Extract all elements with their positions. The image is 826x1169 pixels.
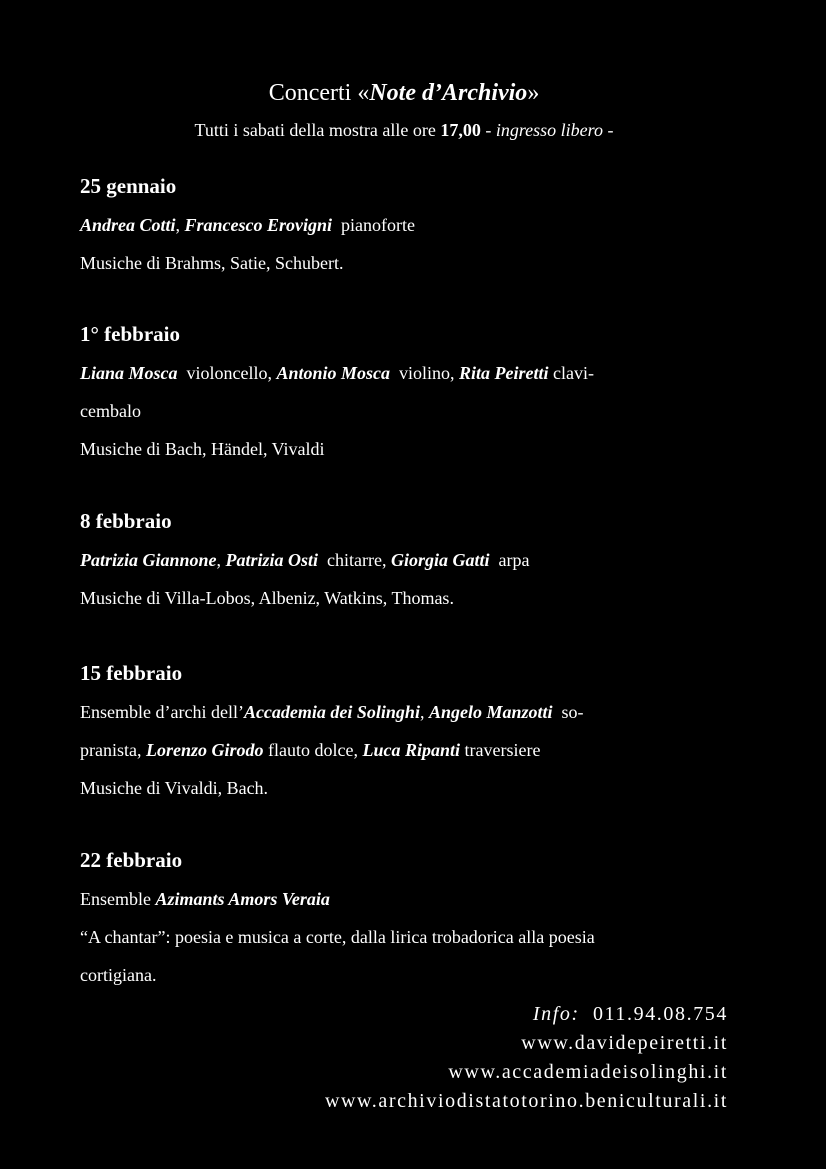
event-program: Musiche di Vivaldi, Bach.: [80, 778, 269, 798]
event-text: Ensemble d’archi dell’: [80, 702, 244, 722]
event-text: ,: [175, 215, 185, 235]
performer-name: Patrizia Osti: [225, 550, 319, 570]
event-performers: [80, 541, 728, 579]
instrument: clavi-: [548, 363, 595, 383]
event-date: 25 gennaio: [80, 174, 177, 198]
event-date: 8 febbraio: [80, 509, 172, 533]
performer-name: Andrea Cotti: [80, 215, 176, 235]
instrument: pianoforte: [332, 215, 416, 235]
website-link[interactable]: www.archiviodistatotorino.beniculturali.it: [324, 1090, 728, 1112]
subtitle-text: Tutti i sabati della mostra alle ore: [194, 120, 441, 140]
instrument: so-: [552, 702, 584, 722]
concert-event: [80, 659, 728, 807]
event-date: 22 febbraio: [80, 848, 183, 872]
instrument: arpa: [489, 550, 530, 570]
event-text: ,: [419, 702, 429, 722]
event-program: “A chantar”: poesia e musica a corte, dalla lirica trobadorica alla poesia: [80, 927, 595, 947]
subtitle-separator: -: [480, 120, 496, 140]
event-performers: [80, 354, 728, 392]
concert-event: [80, 172, 728, 282]
instrument: flauto dolce,: [263, 740, 363, 760]
series-name: Note d’Archivio: [369, 80, 528, 106]
performer-name: Patrizia Giannone: [80, 550, 217, 570]
instrument: chitarre,: [318, 550, 392, 570]
event-performers: [80, 693, 728, 731]
concert-event: [80, 846, 728, 994]
info-label: Info:: [532, 1003, 580, 1025]
event-text: Ensemble: [80, 889, 156, 909]
instrument: violino,: [390, 363, 460, 383]
title-suffix: »: [527, 80, 540, 106]
performer-name: Liana Mosca: [80, 363, 178, 383]
phone-number: 011.94.08.754: [592, 1003, 728, 1025]
event-program: Musiche di Bach, Händel, Vivaldi: [80, 439, 325, 459]
performer-name: Rita Peiretti: [459, 363, 549, 383]
event-text: ,: [216, 550, 226, 570]
instrument: pranista,: [80, 740, 146, 760]
phone-line: [325, 1000, 728, 1029]
contact-info: [325, 1000, 728, 1116]
concert-event: [80, 320, 728, 468]
event-performers-continued: cembalo: [80, 401, 141, 421]
event-program: Musiche di Villa-Lobos, Albeniz, Watkins, Thomas.: [80, 588, 454, 608]
performer-name: Francesco Erovigni: [184, 215, 333, 235]
subtitle-end: -: [602, 120, 614, 140]
event-performers-continued: [80, 731, 728, 769]
performer-name: Lorenzo Girodo: [145, 740, 264, 760]
ensemble-name: Accademia dei Solinghi: [243, 702, 420, 722]
event-performers: [80, 880, 728, 918]
performer-name: Antonio Mosca: [276, 363, 391, 383]
title-prefix: Concerti «: [268, 80, 370, 106]
subtitle-free-entry: ingresso libero: [495, 120, 603, 140]
website-link[interactable]: www.accademiadeisolinghi.it: [448, 1061, 728, 1083]
instrument: traversiere: [459, 740, 541, 760]
performer-name: Giorgia Gatti: [391, 550, 490, 570]
schedule-subtitle: [80, 120, 728, 141]
subtitle-time: 17,00: [440, 120, 481, 140]
ensemble-name: Azimants Amors Veraia: [155, 889, 330, 909]
performer-name: Luca Ripanti: [362, 740, 460, 760]
event-date: 1° febbraio: [80, 322, 180, 346]
website-link[interactable]: www.davidepeiretti.it: [521, 1032, 728, 1054]
event-program: Musiche di Brahms, Satie, Schubert.: [80, 253, 344, 273]
event-performers: [80, 206, 728, 244]
concert-event: [80, 507, 728, 617]
event-program-continued: cortigiana.: [80, 965, 157, 985]
performer-name: Angelo Manzotti: [428, 702, 553, 722]
event-date: 15 febbraio: [80, 661, 183, 685]
page-title: [80, 80, 728, 107]
concert-flyer: [80, 0, 728, 1169]
instrument: violoncello,: [177, 363, 277, 383]
